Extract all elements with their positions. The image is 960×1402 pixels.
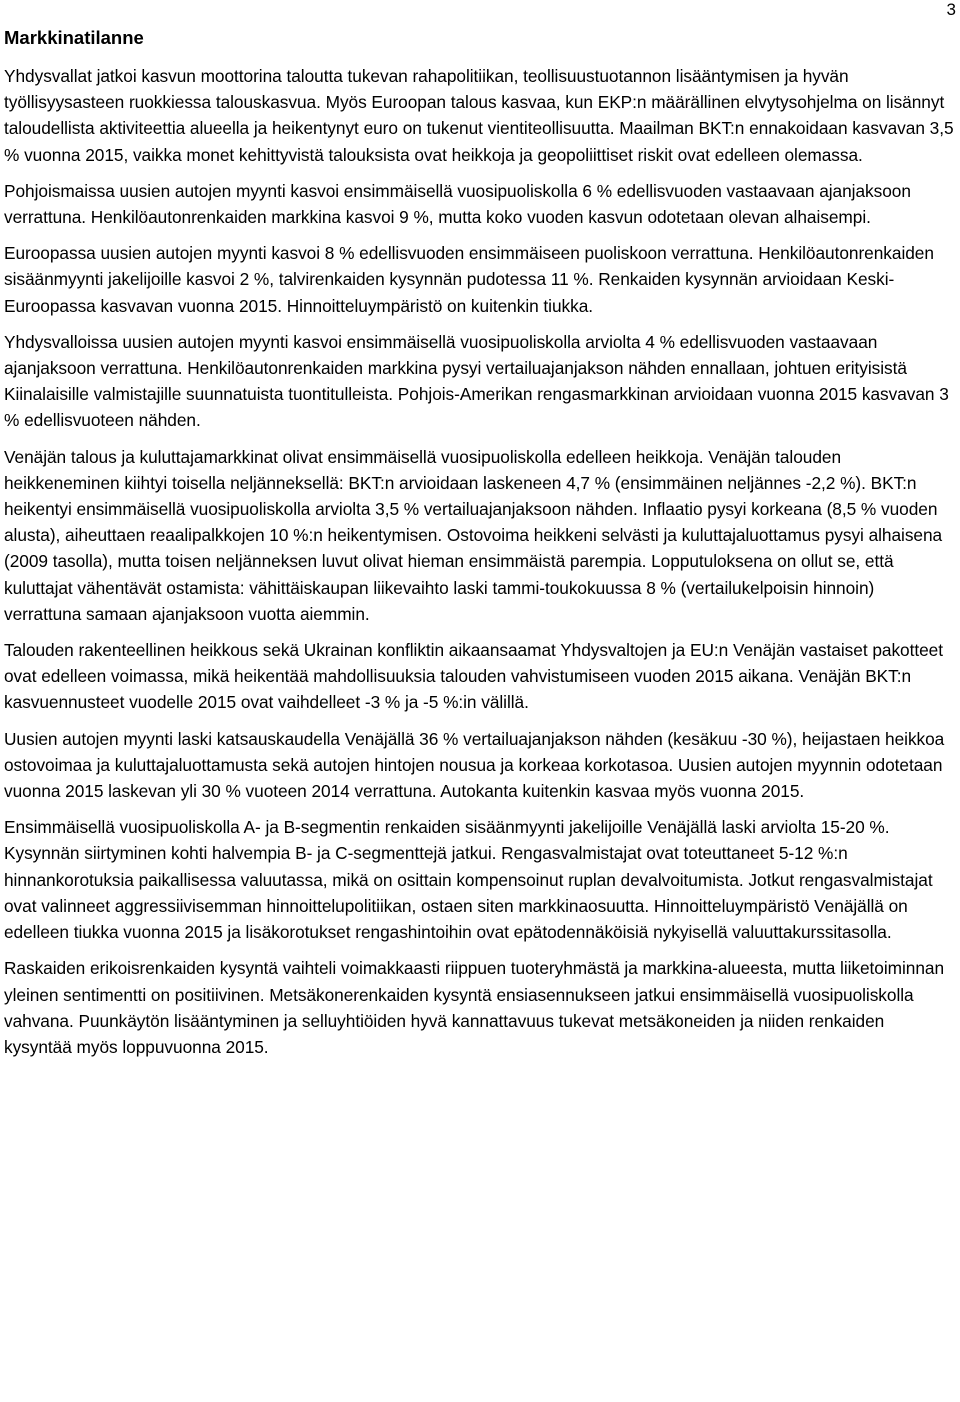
section-heading: Markkinatilanne xyxy=(4,27,144,48)
paragraph-europe: Euroopassa uusien autojen myynti kasvoi 8 % edellisvuoden ensimmäiseen puoliskoon verrattuna. Henkilöautonrenkaiden sisäänmyynti jakelijoille kasvoi 2 %, talvirenkaiden kysynnän pudotessa 11 %. Renkaiden kysynnän arvioidaan Keski-Euroopassa kasvavan vuonna 2015. Hinnoitteluympäristö on kuitenkin tiukka. xyxy=(4,243,934,316)
paragraph-russia-car-sales: Uusien autojen myynti laski katsauskaudella Venäjällä 36 % vertailuajanjakson nähden (kesäkuu -30 %), heijastaen heikkoa ostovoimaa ja kuluttajaluottamusta sekä autojen hintojen nousua ja korkeaa korkotasoa. Uusien autojen myynnin odotetaan vuonna 2015 laskevan yli 30 % vuoteen 2014 verrattuna. Autokanta kuitenkin kasvaa myös vuonna 2015. xyxy=(4,728,945,802)
document-body xyxy=(4,26,956,1070)
paragraph-russia-tyres: Ensimmäisellä vuosipuoliskolla A- ja B-segmentin renkaiden sisäänmyynti jakelijoille Venäjällä laski arviolta 15-20 %. Kysynnän siirtyminen kohti halvempia B- ja C-segmenttejä jatkui. Rengasvalmistajat ovat toteuttaneet 5-12 %:n hinnankorotuksia paikallisessa valuutassa, mikä on osittain kompensoinut ruplan devalvoitumista. Jotkut rengasvalmistajat ovat valinneet aggressiivisemman hinnoittelupolitiikan, ostaen siten markkinaosuutta. Hinnoitteluympäristö Venäjällä on edelleen tiukka vuonna 2015 ja lisäkorotukset rengashintoihin ovat epätodennäköisiä nykyisellä valuuttakurssitasolla. xyxy=(4,817,933,943)
paragraph-usa: Yhdysvalloissa uusien autojen myynti kasvoi ensimmäisellä vuosipuoliskolla arviolta 4 % edellisvuoden vastaavaan ajanjaksoon verrattuna. Henkilöautonrenkaiden markkina pysyi vertailuajanjakson nähden ennallaan, johtuen erityisistä Kiinalaisille valmistajille suunnatuista tuontitulleista. Pohjois-Amerikan rengasmarkkinan arvioidaan vuonna 2015 kasvavan 3 % edellisvuoteen nähden. xyxy=(4,331,949,431)
paragraph-russia-economy: Venäjän talous ja kuluttajamarkkinat olivat ensimmäisellä vuosipuoliskolla edelleen heikkoja. Venäjän talouden heikkeneminen kiihtyi toisella neljänneksellä: BKT:n arvioidaan laskeneen 4,7 % (ensimmäinen neljännes -2,2 %). BKT:n heikentyi ensimmäisellä vuosipuoliskolla arviolta 3,5 % vertailuajanjaksoon nähden. Inflaatio pysyi korkeana (8,5 % vuoden alusta), aiheuttaen reaalipalkkojen 10 %:n heikentymisen. Ostovoima heikkeni selvästi ja kuluttajaluottamus pysyi alhaisena (2009 tasolla), mutta toisen neljänneksen luvut olivat hieman ensimmäistä parempia. Lopputuloksena on ollut se, että kuluttajat vähentävät ostamista: vähittäiskaupan liikevaihto laski tammi-toukokuussa 8 % (vertailukelpoisin hinnoin) verrattuna samaan ajanjaksoon vuotta aiemmin. xyxy=(4,446,943,624)
paragraph-heavy-tyres: Raskaiden erikoisrenkaiden kysyntä vaihteli voimakkaasti riippuen tuoteryhmästä ja markkina-alueesta, mutta liiketoiminnan yleinen sentimentti on positiivinen. Metsäkonerenkaiden kysyntä ensiasennukseen jatkui ensimmäisellä vuosipuoliskolla vahvana. Puunkäytön lisääntyminen ja selluyhtiöiden hyvä kannattavuus tukevat metsäkoneiden ja niiden renkaiden kysyntää myös loppuvuonna 2015. xyxy=(4,958,945,1057)
paragraph-global-economy: Yhdysvallat jatkoi kasvun moottorina taloutta tukevan rahapolitiikan, teollisuustuotannon lisääntymisen ja hyvän työllisyysasteen ruokkiessa talouskasvua. Myös Euroopan talous kasvaa, kun EKP:n määrällinen elvytysohjelma on lisännyt taloudellista aktiviteettia alueella ja heikentynyt euro on tukenut vientiteollisuutta. Maailman BKT:n ennakoidaan kasvavan 3,5 % vuonna 2015, vaikka monet kehittyvistä talouksista ovat heikkoja ja geopoliittiset riskit ovat edelleen olemassa. xyxy=(4,66,954,165)
paragraph-russia-sanctions: Talouden rakenteellinen heikkous sekä Ukrainan konfliktin aikaansaamat Yhdysvaltojen ja EU:n Venäjän vastaiset pakotteet ovat edelleen voimassa, mikä heikentää mahdollisuuksia talouden vahvistumiseen vuoden 2015 aikana. Venäjän BKT:n kasvuennusteet vuodelle 2015 ovat vaihdelleet -3 % ja -5 %:in välillä. xyxy=(4,640,943,713)
page-number: 3 xyxy=(946,0,956,19)
paragraph-nordics: Pohjoismaissa uusien autojen myynti kasvoi ensimmäisellä vuosipuoliskolla 6 % edellisvuoden vastaavaan ajanjaksoon verrattuna. Henkilöautonrenkaiden markkina kasvoi 9 %, mutta koko vuoden kasvun odotetaan olevan alhaisempi. xyxy=(4,180,911,228)
